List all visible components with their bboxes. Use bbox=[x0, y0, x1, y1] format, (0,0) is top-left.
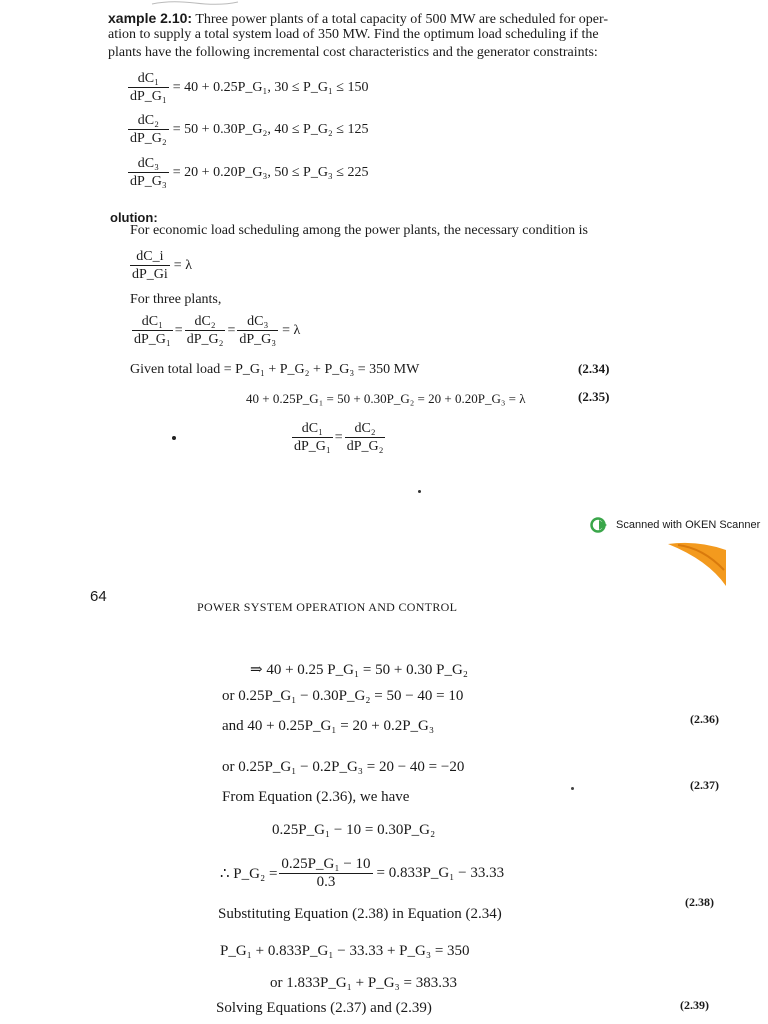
partial-equation: $\frac{\text{dC₁}}{\text{dP\_G₁}}$ = $\frac{\text{dC₂}}{\text{dP\_G₂}}$ bbox=[294, 421, 384, 454]
example-label: xample 2.10: bbox=[108, 10, 193, 26]
frac-num: dC₂ bbox=[128, 112, 169, 130]
frac-den: dP_G₁ bbox=[130, 89, 167, 104]
three-plants-equation: $\frac{\text{dC₁}}{\text{dP\_G₁}}$ = $\frac{\text{dC₂}}{\text{dP\_G₂}}$ = $\frac{\text{dC₃}}{\text{dP\_G₃}}$ = λ bbox=[134, 314, 301, 347]
frac-num: dC₃ bbox=[237, 313, 278, 331]
frac-den: 0.3 bbox=[316, 874, 336, 890]
cost-equation-3 bbox=[128, 155, 369, 190]
stray-dot bbox=[571, 787, 574, 790]
frac-den: dP_G₂ bbox=[130, 131, 167, 146]
top-edge-scribble bbox=[150, 0, 240, 6]
condition-equation bbox=[130, 248, 192, 283]
frac-den: dP_G₃ bbox=[239, 332, 277, 347]
derivation-line-1: ⇒ 40 + 0.25 P_G₁ = 50 + 0.30 P_G₂ bbox=[250, 662, 469, 678]
equation-rest: = 20 + 0.20P_G₃, 50 ≤ P_G₃ ≤ 225 bbox=[172, 164, 369, 180]
solution-intro: For economic load scheduling among the power plants, the necessary condition is bbox=[130, 223, 589, 238]
equation-rest: = 0.833P_G₁ − 33.33 bbox=[376, 865, 505, 881]
stray-dot bbox=[172, 436, 176, 440]
frac-den: dP_G₂ bbox=[346, 439, 384, 454]
problem-line-2: ation to supply a total system load of 350 MW. Find the optimum load scheduling if the bbox=[108, 27, 599, 42]
frac-num: dC_i bbox=[130, 248, 170, 266]
equation-number-2-36: (2.36) bbox=[690, 712, 719, 726]
problem-line-1: Three power plants of a total capacity of 500 MW are scheduled for oper- bbox=[195, 12, 608, 27]
orange-corner-decoration bbox=[668, 540, 728, 590]
equation-rest: = λ bbox=[173, 257, 192, 273]
frac-den: dP_Gi bbox=[132, 267, 168, 282]
frac-num: dC₁ bbox=[292, 420, 333, 438]
frac-den: dP_G₁ bbox=[134, 332, 171, 347]
equation-number-2-39: (2.39) bbox=[680, 998, 709, 1012]
frac-num: dC₃ bbox=[128, 155, 169, 173]
frac-num: dC₂ bbox=[345, 420, 386, 438]
page-number: 64 bbox=[90, 588, 107, 605]
frac-den: dP_G₃ bbox=[130, 174, 167, 189]
frac-den: dP_G₂ bbox=[186, 332, 224, 347]
scanner-badge bbox=[590, 517, 760, 533]
scanner-badge-text: Scanned with OKEN Scanner bbox=[616, 519, 761, 531]
derivation-line-10: or 1.833P_G₁ + P_G₃ = 383.33 bbox=[270, 975, 457, 991]
equation-rest: = λ bbox=[282, 322, 301, 338]
stray-dot bbox=[418, 490, 421, 493]
pg2-equation bbox=[220, 856, 504, 891]
derivation-line-3: and 40 + 0.25P_G₁ = 20 + 0.2P_G₃ bbox=[222, 718, 435, 734]
equation-number-2-34: (2.34) bbox=[578, 361, 610, 376]
equation-rest: = 50 + 0.30P_G₂, 40 ≤ P_G₂ ≤ 125 bbox=[172, 121, 369, 137]
equation-number-2-38: (2.38) bbox=[685, 895, 714, 909]
derivation-line-4: or 0.25P_G₁ − 0.2P_G₃ = 20 − 40 = −20 bbox=[222, 759, 465, 775]
problem-line-3: plants have the following incremental cost characteristics and the generator constraints: bbox=[108, 45, 598, 60]
equal-cost-equation: 40 + 0.25P_G₁ = 50 + 0.30P_G₂ = 20 + 0.20P_G₃ = λ bbox=[246, 391, 526, 406]
frac-num: dC₁ bbox=[128, 70, 169, 88]
scanner-logo-icon bbox=[590, 517, 610, 533]
derivation-line-6: 0.25P_G₁ − 10 = 0.30P_G₂ bbox=[272, 822, 436, 838]
example-header bbox=[108, 10, 608, 28]
three-plants-text: For three plants, bbox=[130, 292, 222, 307]
derivation-line-9: P_G₁ + 0.833P_G₁ − 33.33 + P_G₃ = 350 bbox=[220, 943, 470, 959]
frac-num: dC₁ bbox=[132, 313, 173, 331]
derivation-line-8: Substituting Equation (2.38) in Equation (2.34) bbox=[218, 906, 502, 922]
cost-equation-2 bbox=[128, 112, 369, 147]
equation-number-2-37: (2.37) bbox=[690, 778, 719, 792]
derivation-line-11: Solving Equations (2.37) and (2.39) bbox=[216, 1000, 432, 1016]
page-header-title: POWER SYSTEM OPERATION AND CONTROL bbox=[197, 600, 458, 614]
cost-equation-1 bbox=[128, 70, 369, 105]
equation-number-2-35: (2.35) bbox=[578, 389, 610, 404]
derivation-line-2: or 0.25P_G₁ − 0.30P_G₂ = 50 − 40 = 10 bbox=[222, 688, 464, 704]
pg2-lhs: ∴ P_G₂ = bbox=[220, 866, 278, 882]
derivation-line-5: From Equation (2.36), we have bbox=[222, 789, 410, 805]
solution-label: olution: bbox=[110, 210, 158, 225]
frac-num: 0.25P_G₁ − 10 bbox=[281, 856, 371, 872]
frac-num: dC₂ bbox=[185, 313, 226, 331]
equation-rest: = 40 + 0.25P_G₁, 30 ≤ P_G₁ ≤ 150 bbox=[172, 79, 369, 95]
frac-den: dP_G₁ bbox=[294, 439, 331, 454]
total-load-equation: Given total load = P_G₁ + P_G₂ + P_G₃ = 350 MW bbox=[130, 362, 420, 377]
